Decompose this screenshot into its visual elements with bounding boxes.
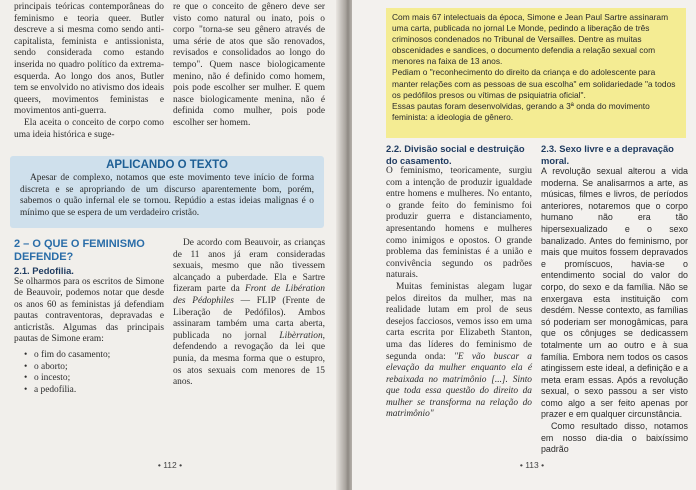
left-top-column-2 [173,2,325,130]
list-item: • o fim do casamento; [24,350,164,362]
right-column-2 [541,143,688,456]
subsection-title: 2.1. Pedofilia. [14,265,74,276]
list-item: • a pedofilia. [24,385,164,397]
box-title: APLICANDO O TEXTO [106,159,228,171]
paragraph-body-concept: Ela aceita o conceito de corpo como uma ideia histórica e suge- [14,117,164,140]
box-text: Apesar de complexo, notamos que este movimento teve início de forma discreta e se apropriando de um discurso aparentemente bom, porém, sabemos o quão infernal ele se tornou. Repúdio a estas ideias malignas é o mínimo que se espera de um verdadeiro cristão. [20,173,314,218]
paragraph-gender: re que o conceito de gênero deve ser visto como natural ou inato, pois o corpo "torna-se seu gênero através de uma série de atos que são renovados, revisados e consolidados ao longo do tempo". Quem nasce biologicamente menino, não é definido como homem, pois pode escolher ser mulher. E quem nasce biologicamente menina, não é definida como mulher, pois pode escolher ser homem. [173,2,325,128]
right-column-1 [386,143,532,421]
yellow-highlight-box [386,8,686,138]
left-bottom-column-2 [173,238,325,389]
left-page [0,0,344,490]
paragraph-butler: principais teóricas contemporâneas do feminismo e teoria queer. Butler descreve a si mesma como sendo anti-capitalista, feminista e antissionista, sendo considerada como estando inserida no quadro político da extrema-esquerda. Ao longo dos anos, Butler tem se envolvido no ativismo dos ideais queers, movimentos feministas e movimentos anti-guerra. [14,2,164,117]
page-number-left: • 112 • [157,460,183,470]
applying-text-box [10,156,324,228]
journal-name: Libèrration [279,330,323,341]
list-item: • o aborto; [24,362,164,374]
yellow-paragraph-2: Pediam o "reconhecimento do direito da criança e do adolescente para manter relações com as pessoas de sua escolha" em solidariedade "a todos os pedófilos presos ou vítimas de psiquiatria oficial". [392,67,676,100]
paragraph-sexual-revolution: A revolução sexual alterou a vida moderna. Se analisarmos a arte, as músicas, filmes e livros, de períodos anteriores, notaremos que o corpo humano não era tão hipersexualizado e o sexo banalizado. Antes do feminismo, por mais que muitos fossem depravados e promíscuos, havia-se o entendimento social do valor do corpo, do sexo e da família. Não se enxergava esta instituição com desdém. Nesse contexto, as famílias só poderiam ser monogâmicas, para que os cônjuges se dedicassem totalmente um ao outro e à sua família. Embora nem todos os casos atingissem este ideal, a definição e a meta eram essas. Após a revolução sexual, o sexo passou a ser visto como algo a ser feito apenas por prazer e em qualquer circunstância. [541,166,688,420]
yellow-paragraph-1: Com mais 67 intelectuais da época, Simone e Jean Paul Sartre assinaram uma carta, publicada no jornal Le Monde, pedindo a liberação de três criminosos condenados no Tribunal de Versailles. Dentre as muitas obscenidades e sandices, o documento defendia a relação sexual com menores na faixa de 13 anos. [392,12,669,67]
beauvoir-list [14,350,164,396]
stanton-quote: "E vão buscar a elevação da mulher enquanto ela é rebaixada no matrimônio [...]. Sinto que toda essa questão do direito da mulher se transforma na relação do matrimônio" [386,351,532,420]
flip-name: Front de Libération des Pédophiles [173,284,325,306]
paragraph-stanton: Muitas feministas alegam lugar pelos direitos da mulher, mas na realidade lutam em prol de seus desejos facciosos, vemos isso em uma carta escrita por Elizabeth Stanton, uma das líderes do feminismo de segunda onda: "E vão buscar a elevação da mulher enquanto ela é rebaixada no matrimônio [...]. Sinto que toda essa questão do direito da mulher se transforma na relação do matrimônio" [386,281,532,420]
paragraph-result: Como resultado disso, notamos em nosso dia-dia o baixíssimo padrão [541,421,688,455]
section-title: 2 – O QUE O FEMINISMO DEFENDE? [14,238,145,263]
paragraph-beauvoir: De acordo com Beauvoir, as crianças de 11 anos já eram consideradas sexuais, mesmo que não tivessem alcançado a puberdade. Ela e Sartre fizeram parte da Front de Libération des Pédophiles — FLIP (Frente de Liberação de Pedófilos). Ambos assinaram também uma carta aberta, publicada no jornal Libèrration, defendendo a revogação da lei que punia, da mesma forma que o estupro, os atos sexuais com menores de 15 anos. [173,238,326,388]
page-number-right: • 113 • [519,460,545,470]
heading-free-sex: 2.3. Sexo livre e a depravação moral. [541,143,674,166]
list-item: • o incesto; [24,373,164,385]
section-text: Se olharmos para os escritos de Simone de Beauvoir, podemos notar que desde os anos 60 as feministas já defendiam pautas contraventoras, depravadas e anticristãs. Algumas das principais pautas de Simone eram: [14,276,164,345]
paragraph-feminism-war: O feminismo, teoricamente, surgiu com a intenção de produzir igualdade entre homens e mulheres. No entanto, o grande feito do feminismo foi produzir guerra e distanciamento, apresentando homens e mulheres como inimigos e opostos. O grande problema das feministas é a união e convivência segundo os padrões naturais. [386,166,532,281]
left-bottom-column-1 [14,238,164,396]
yellow-paragraph-3: Essas pautas foram desenvolvidas, gerando a 3ª onda do movimento feminista: a ideologia de gênero. [392,100,650,122]
right-page [352,0,696,490]
heading-marriage: 2.2. Divisão social e destruição do casamento. [386,143,525,166]
left-top-column-1 [14,2,164,141]
